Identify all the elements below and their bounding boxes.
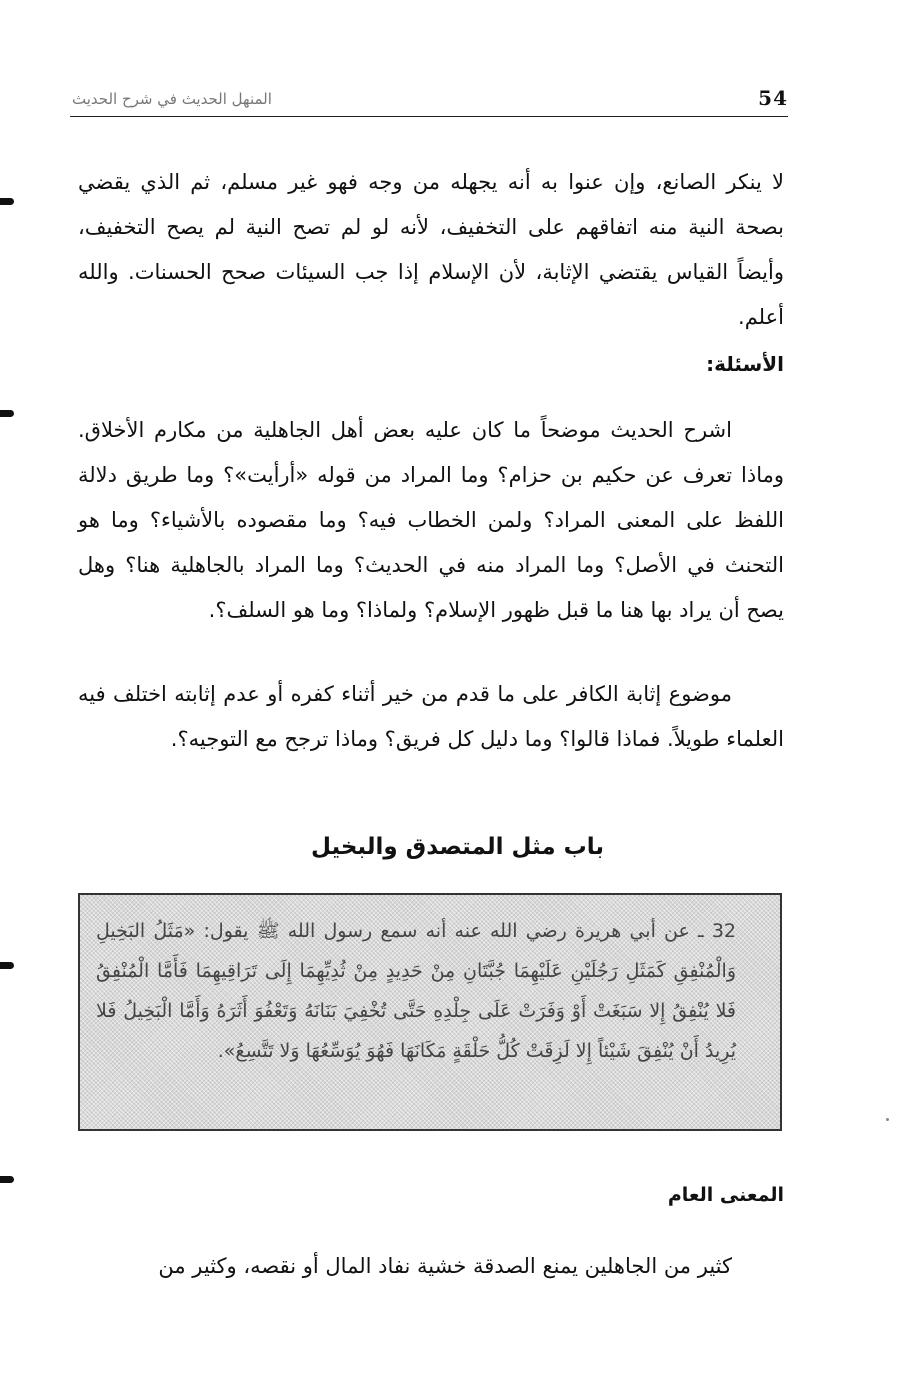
hadith-box: [78, 893, 782, 1131]
section-heading: المعنى العام: [667, 1184, 784, 1206]
questions-heading: الأسئلة:: [706, 352, 784, 376]
page-number: 54: [758, 86, 788, 110]
chapter-title: باب مثل المتصدق والبخيل: [310, 834, 605, 860]
paragraph-3: موضوع إثابة الكافر على ما قدم من خير أثناء كفره أو عدم إثابته اختلف فيه العلماء طويلاً. فماذا قالوا؟ وما دليل كل فريق؟ وماذا ترجح مع التوجيه؟.: [78, 682, 784, 751]
margin-scan-mark: [0, 410, 14, 417]
running-header: [70, 86, 788, 117]
margin-scan-mark: [0, 198, 14, 205]
margin-scan-mark: [0, 962, 14, 969]
scan-speck: [886, 1118, 889, 1121]
paragraph-2: اشرح الحديث موضحاً ما كان عليه بعض أهل الجاهلية من مكارم الأخلاق. وماذا تعرف عن حكيم بن حزام؟ وما المراد من قوله «أرأيت»؟ وما طريق دلالة اللفظ على المعنى المراد؟ ولمن الخطاب فيه؟ وما مقصوده بالأشياء؟ وما هو التحنث في الأصل؟ وما المراد منه في الحديث؟ وما المراد بالجاهلية هنا؟ وهل يصح أن يراد بها هنا ما قبل ظهور الإسلام؟ ولماذا؟ وما هو السلف؟.: [78, 418, 784, 622]
paragraph-4: كثير من الجاهلين يمنع الصدقة خشية نفاد المال أو نقصه، وكثير من: [158, 1254, 732, 1278]
paragraph-1: لا ينكر الصانع، وإن عنوا به أنه يجهله من وجه فهو غير مسلم، ثم الذي يقضي بصحة النية منه اتفاقهم على التخفيف، لأنه لو لم تصح النية لم يصح التخفيف، وأيضاً القياس يقتضي الإثابة، لأن الإسلام إذا جب السيئات صحح الحسنات. والله أعلم.: [78, 170, 784, 329]
hadith-text: 32 ـ عن أبي هريرة رضي الله عنه أنه سمع رسول الله ﷺ يقول: «مَثَلُ البَخِيلِ وَالْمُنْفِقِ كَمَثَلِ رَجُلَيْنِ عَلَيْهِمَا جُبَّتَانِ مِنْ حَدِيدٍ مِنْ ثُدِيِّهِمَا إِلَى تَرَاقِيهِمَا فَأَمَّا الْمُنْفِقُ فَلا يُنْفِقُ إِلا سَبَغَتْ أَوْ وَفَرَتْ عَلَى جِلْدِهِ حَتَّى تُخْفِيَ بَنَانَهُ وَتَعْفُوَ أَثَرَهُ وَأَمَّا الْبَخِيلُ فَلا يُرِيدُ أَنْ يُنْفِقَ شَيْئاً إِلا لَزِقَتْ كُلُّ حَلْقَةٍ مَكَانَهَا فَهُوَ يُوَسِّعُهَا وَلا تَتَّسِعُ».: [96, 920, 736, 1062]
margin-scan-mark: [0, 1176, 14, 1183]
running-title: المنهل الحديث في شرح الحديث: [72, 90, 272, 108]
